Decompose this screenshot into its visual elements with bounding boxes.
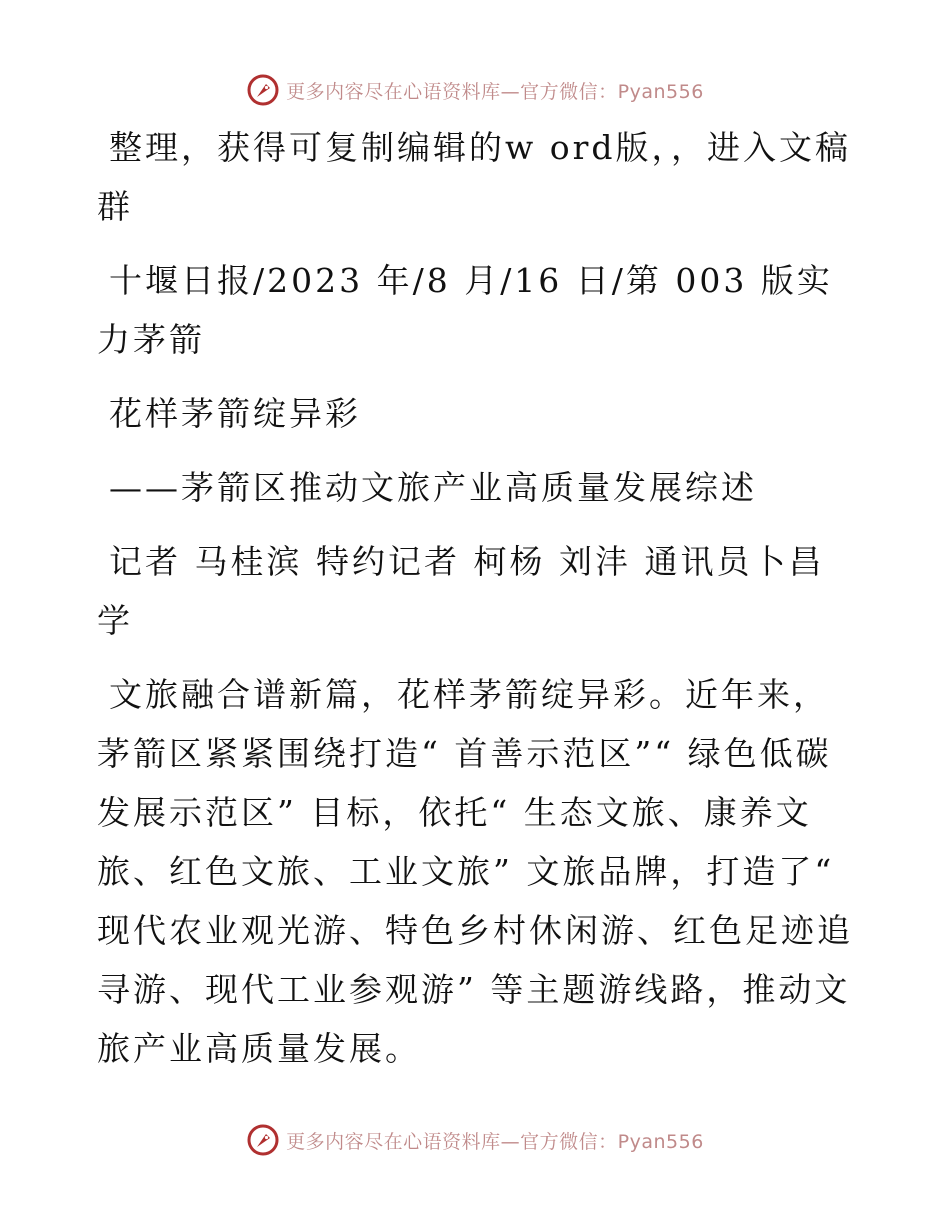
- article-byline: 记者 马桂滨 特约记者 柯杨 刘沣 通讯员卜昌学: [97, 542, 825, 640]
- watermark-text: 更多内容尽在心语资料库—官方微信：Pyan556: [286, 1130, 704, 1153]
- watermark-text: 更多内容尽在心语资料库—官方微信：Pyan556: [286, 80, 704, 103]
- pen-nib-circle-icon: [246, 1123, 280, 1157]
- pen-nib-circle-icon: [246, 73, 280, 107]
- footer-watermark: [0, 1120, 950, 1160]
- article-body-paragraph: 文旅融合谱新篇，花样茅箭绽异彩。近年来，茅箭区紧紧围绕打造“ 首善示范区”“ 绿色低碳发展示范区” 目标，依托“ 生态文旅、康养文旅、红色文旅、工业文旅” 文旅品牌，打造了“ 现代农业观光游、特色乡村休闲游、红色足迹追寻游、现代工业参观游” 等主题游线路，推动文旅产业高质量发展。: [97, 675, 853, 1068]
- paragraph-source: 十堰日报/2023 年/8 月/16 日/第 003 版实力茅箭: [97, 261, 833, 359]
- header-watermark: [0, 70, 950, 110]
- document-body: [97, 118, 857, 1078]
- article-title: 花样茅箭绽异彩: [109, 394, 361, 433]
- article-subtitle: ——茅箭区推动文旅产业高质量发展综述: [109, 468, 757, 507]
- paragraph-intro: 整理，获得可复制编辑的w ord版，，进入文稿群: [97, 128, 852, 226]
